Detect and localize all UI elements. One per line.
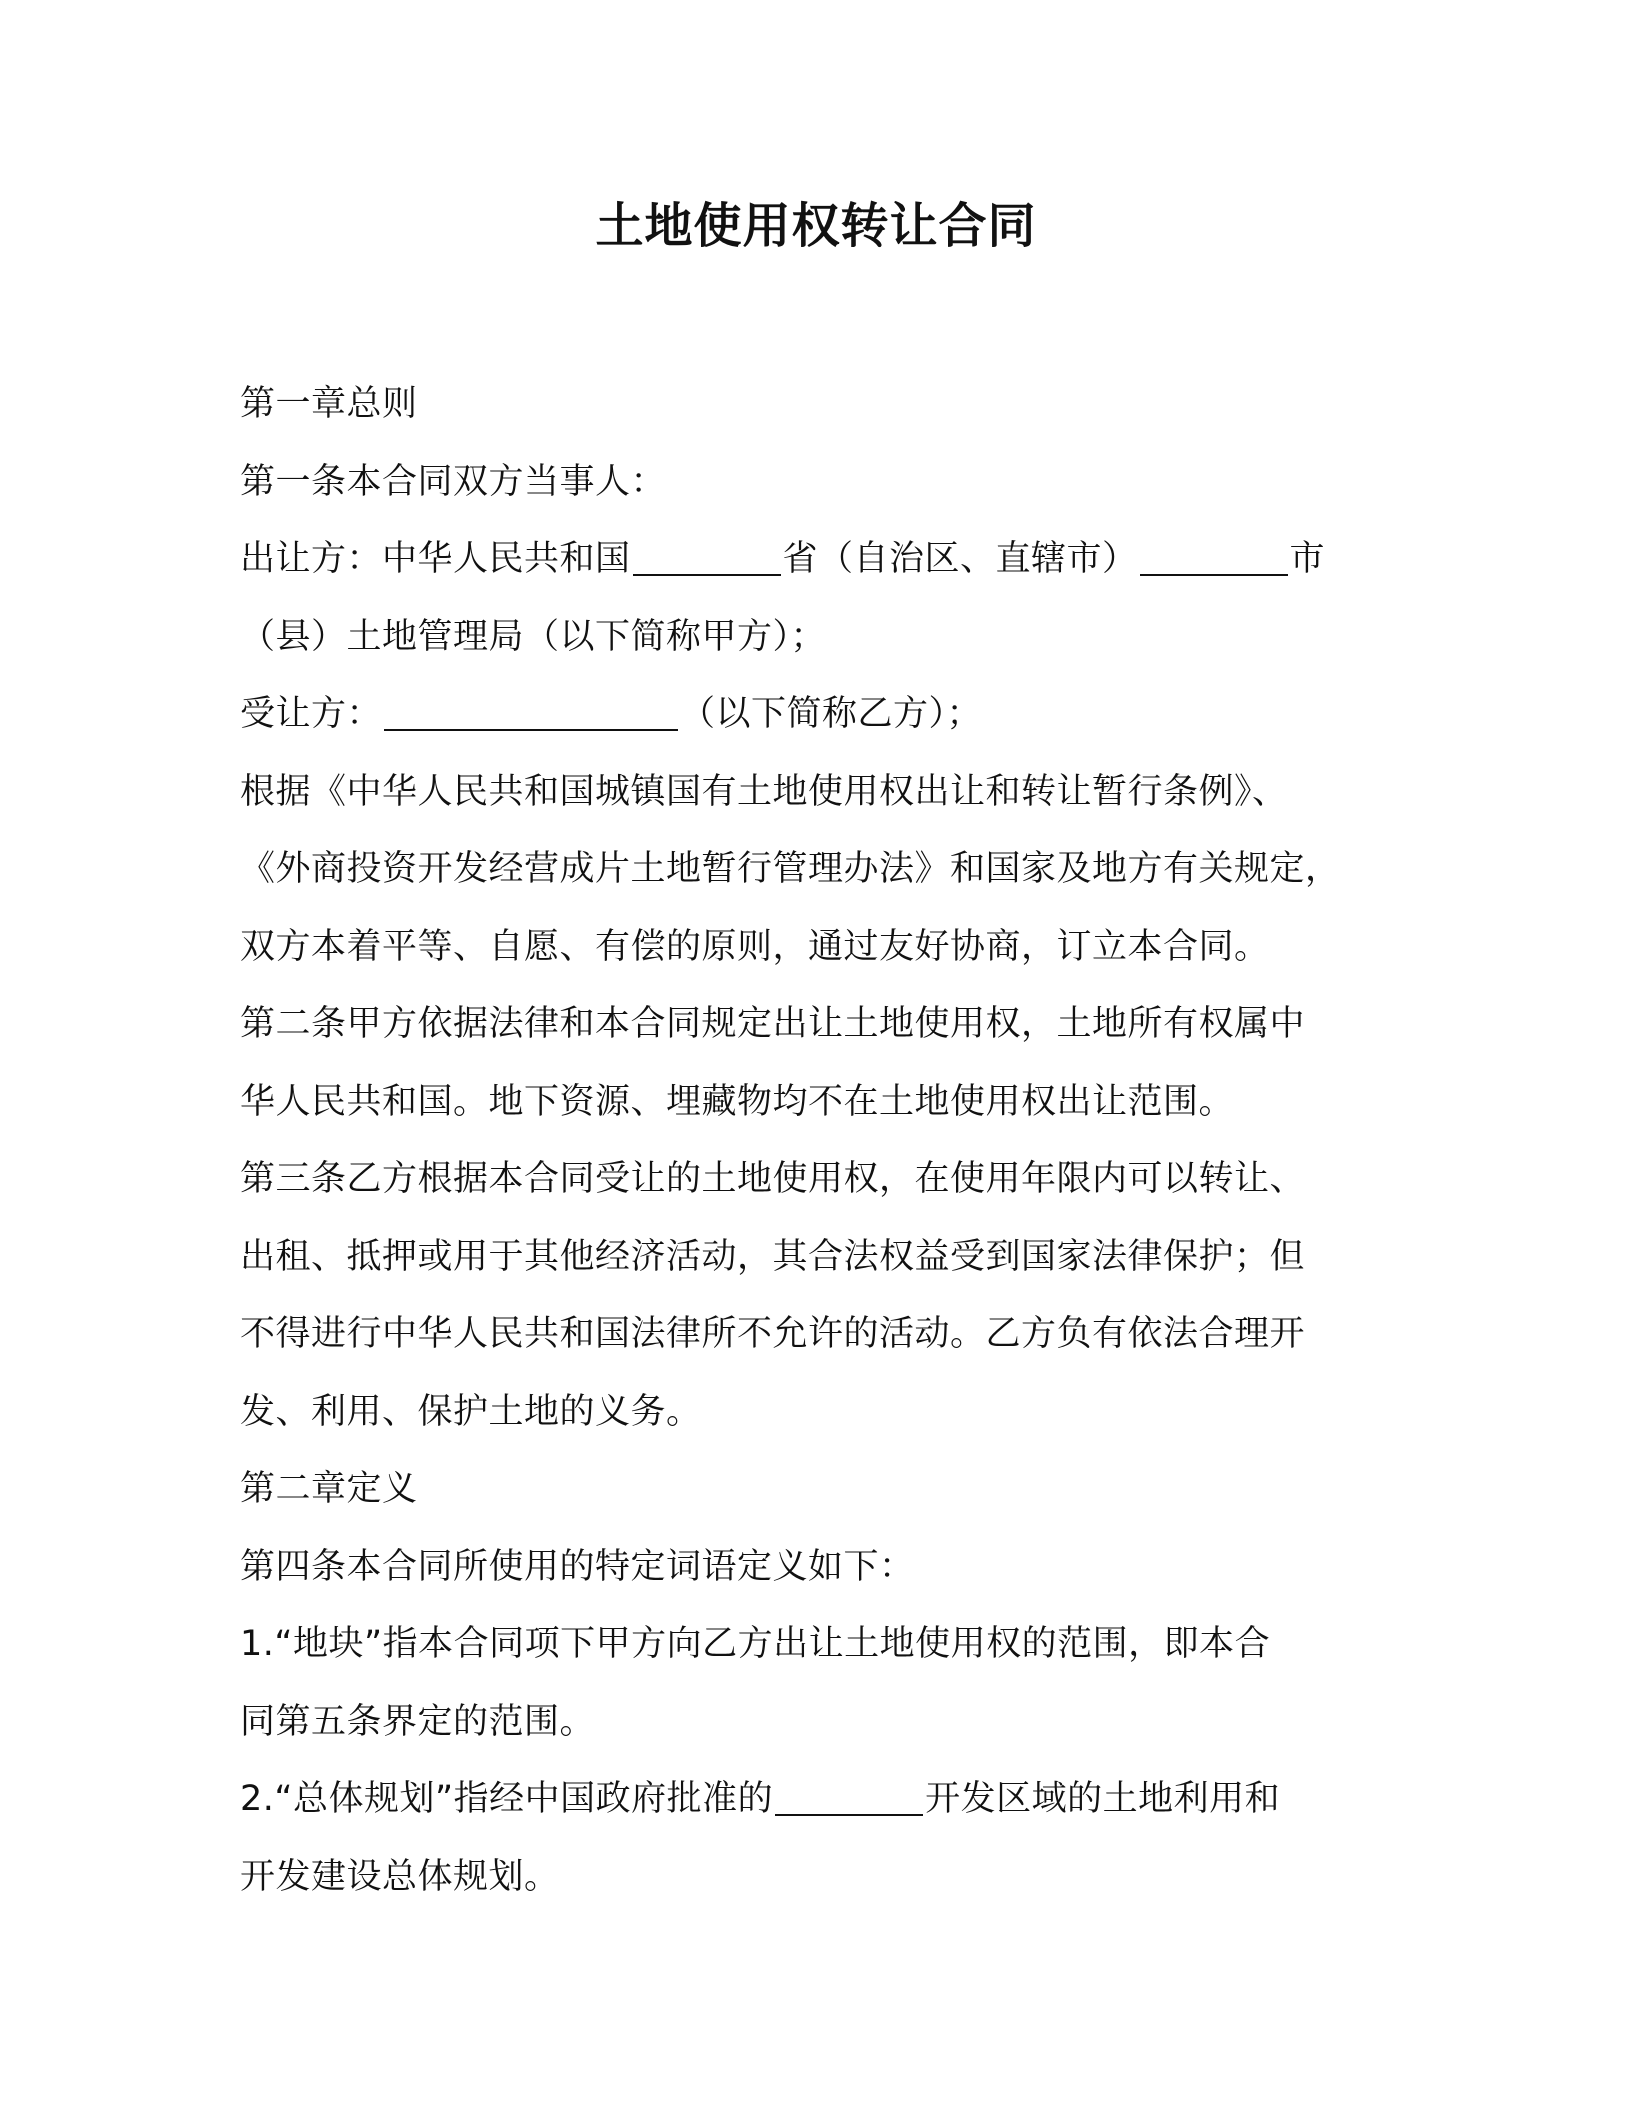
- definition-suffix: 开发区域的土地利用和: [925, 1779, 1281, 1819]
- city-blank: [1140, 538, 1288, 576]
- document-body: [240, 366, 1380, 1916]
- chapter-heading: 第二章定义: [240, 1469, 418, 1509]
- paragraph-line: 不得进行中华人民共和国法律所不允许的活动。乙方负有依法合理开: [240, 1314, 1306, 1354]
- paragraph-line: 出租、抵押或用于其他经济活动，其合法权益受到国家法律保护；但: [240, 1236, 1306, 1277]
- definition-item: [240, 1761, 1380, 1839]
- paragraph-line: 根据《中华人民共和国城镇国有土地使用权出让和转让暂行条例》、: [240, 771, 1288, 812]
- transferor-line: [240, 521, 1380, 599]
- province-label: 省（自治区、直辖市）: [782, 539, 1138, 579]
- city-label: 市: [1289, 539, 1326, 579]
- paragraph-line: （县）土地管理局（以下简称甲方）；: [240, 616, 827, 657]
- definition-item: 1.“地块”指本合同项下甲方向乙方出让土地使用权的范围，即本合: [240, 1624, 1271, 1664]
- province-blank: [633, 538, 781, 576]
- paragraph-line: 华人民共和国。地下资源、埋藏物均不在土地使用权出让范围。: [240, 1081, 1235, 1122]
- article-4-heading: 第四条本合同所使用的特定词语定义如下：: [240, 1546, 915, 1587]
- paragraph-line: 《外商投资开发经营成片土地暂行管理办法》和国家及地方有关规定，: [240, 849, 1341, 889]
- region-blank: [775, 1778, 923, 1816]
- transferee-suffix: （以下简称乙方）；: [680, 694, 983, 734]
- paragraph-line: 开发建设总体规划。: [240, 1856, 560, 1897]
- chapter-heading: 第一章总则: [240, 384, 418, 424]
- paragraph-line: 同第五条界定的范围。: [240, 1701, 596, 1742]
- paragraph-line: 双方本着平等、自愿、有偿的原则，通过友好协商，订立本合同。: [240, 926, 1270, 967]
- transferee-label: 受让方：: [240, 694, 383, 734]
- document-title: 土地使用权转让合同: [595, 198, 1037, 254]
- transferee-line: [240, 676, 1380, 754]
- definition-label: 2.“总体规划”指经中国政府批准的: [240, 1779, 774, 1819]
- transferee-blank: [384, 693, 678, 731]
- article-1-heading: 第一条本合同双方当事人：: [240, 461, 667, 502]
- paragraph-line: 发、利用、保护土地的义务。: [240, 1391, 702, 1432]
- paragraph-line: 第三条乙方根据本合同受让的土地使用权，在使用年限内可以转让、: [240, 1159, 1306, 1199]
- paragraph-line: 第二条甲方依据法律和本合同规定出让土地使用权，土地所有权属中: [240, 1004, 1306, 1044]
- transferor-label: 出让方：中华人民共和国: [240, 539, 631, 579]
